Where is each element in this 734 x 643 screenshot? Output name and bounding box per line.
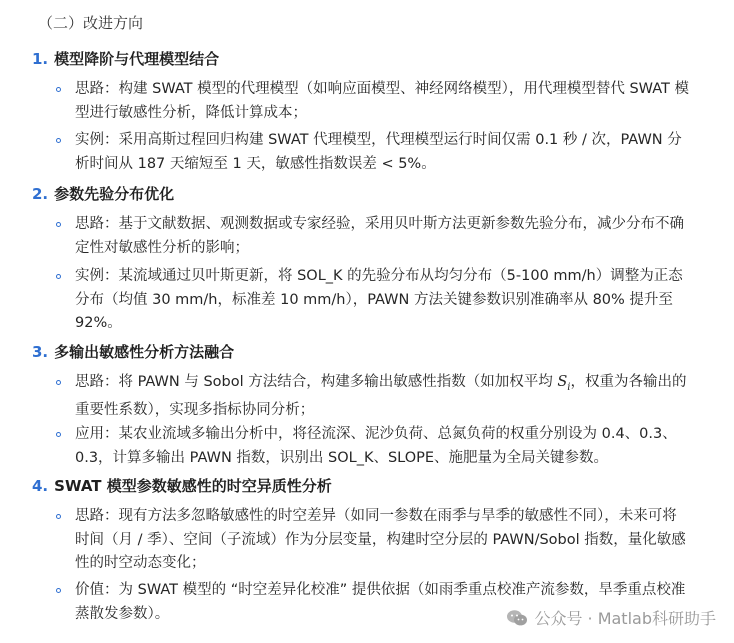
section-number: 4. [32, 477, 49, 495]
list-item-text: 思路：基于文献数据、观测数据或专家经验，采用贝叶斯方法更新参数先验分布，减少分布不确定性对敏感性分析的影响； [75, 216, 684, 256]
list-item [75, 371, 690, 423]
section-title-text: 多输出敏感性分析方法融合 [54, 343, 235, 361]
watermark [506, 606, 716, 629]
section-title-text: 参数先验分布优化 [54, 185, 175, 203]
section-title-1 [32, 48, 219, 70]
list-item-text: 思路：现有方法多忽略敏感性的时空差异（如同一参数在雨季与旱季的敏感性不同），未来可将时间（月 / 季）、空间（子流域）作为分层变量，构建时空分层的 PAWN/Sobol 指数，量化敏感性的时空动态变化； [75, 508, 686, 571]
list-item-text: 应用：某农业流域多输出分析中，将径流深、泥沙负荷、总氮负荷的权重分别设为 0.4、0.3、0.3，计算多输出 PAWN 指数，识别出 SOL_K、SLOPE、施肥量为全局关键参数。 [75, 426, 677, 466]
list-item-text: 思路：构建 SWAT 模型的代理模型（如响应面模型、神经网络模型），用代理模型替代 SWAT 模型进行敏感性分析，降低计算成本； [75, 81, 689, 121]
list-item [75, 423, 690, 470]
bullet-circle-icon [56, 138, 61, 143]
list-item [75, 505, 690, 576]
section-title-text: SWAT 模型参数敏感性的时空异质性分析 [54, 477, 332, 495]
bullet-circle-icon [56, 514, 61, 519]
section-heading: （二）改进方向 [38, 14, 144, 32]
section-number: 3. [32, 343, 49, 361]
list-item-text: 价值：为 SWAT 模型的 “时空差异化校准” 提供依据（如雨季重点校准产流参数，旱季重点校准蒸散发参数）。 [75, 582, 686, 622]
bullet-circle-icon [56, 380, 61, 385]
bullet-circle-icon [56, 274, 61, 279]
list-item [75, 265, 690, 336]
list-item [75, 78, 690, 125]
section-title-4 [32, 475, 332, 497]
section-title-text: 模型降阶与代理模型结合 [54, 50, 220, 68]
section-number: 1. [32, 50, 49, 68]
bullet-circle-icon [56, 432, 61, 437]
bullet-circle-icon [56, 87, 61, 92]
list-item-text: 思路：将 PAWN 与 Sobol 方法结合，构建多输出敏感性指数（如加权平均 [75, 374, 553, 390]
math-symbol [557, 374, 571, 393]
list-item [75, 213, 690, 260]
list-item-text: 实例：某流域通过贝叶斯更新，将 SOL_K 的先验分布从均匀分布（5-100 mm/h）调整为正态分布（均值 30 mm/h，标准差 10 mm/h），PAWN 方法关键参数识别准确率从 80% 提升至 92%。 [75, 268, 683, 331]
wechat-icon [506, 609, 528, 627]
section-number: 2. [32, 185, 49, 203]
math-var: S [557, 374, 568, 390]
watermark-text: 公众号 · Matlab科研助手 [534, 609, 716, 628]
list-item-text: 实例：采用高斯过程回归构建 SWAT 代理模型，代理模型运行时间仅需 0.1 秒 / 次，PAWN 分析时间从 187 天缩短至 1 天，敏感性指数误差 < 5%。 [75, 132, 682, 172]
bullet-circle-icon [56, 588, 61, 593]
list-item-text-cont: ，权重为各输出的重要性系数），实现多指标协同分析； [75, 374, 687, 419]
section-title-2 [32, 183, 174, 205]
math-subscript: i [567, 381, 571, 393]
section-title-3 [32, 341, 234, 363]
list-item [75, 129, 690, 176]
bullet-circle-icon [56, 222, 61, 227]
